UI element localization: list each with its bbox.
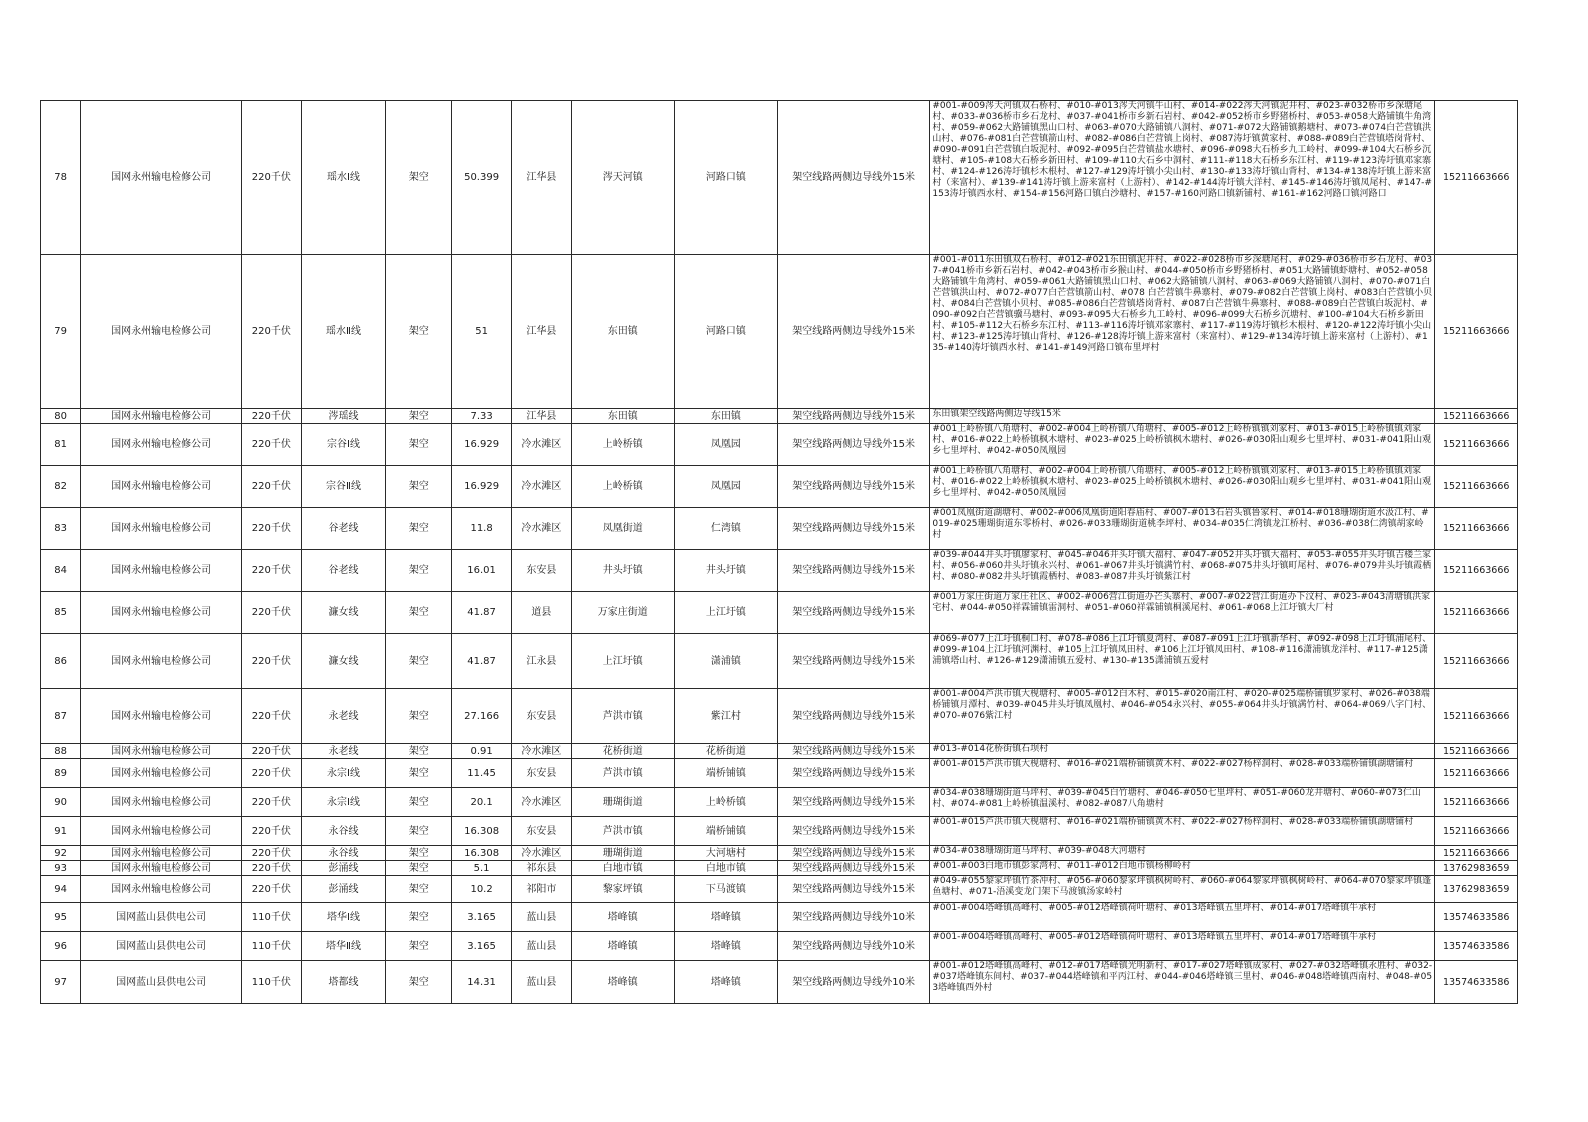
cell-voltage-level: 220千伏: [241, 592, 301, 634]
cell-protection-range: 架空线路两侧边导线外15米: [777, 689, 930, 744]
cell-row-number: 82: [41, 466, 81, 508]
cell-villages-passed: #001-#003白地市镇彭家湾村、#011-#012白地市镇杨柳岭村: [930, 861, 1435, 876]
cell-protection-range: 架空线路两侧边导线外15米: [777, 466, 930, 508]
cell-row-number: 86: [41, 634, 81, 689]
cell-villages-passed: #013-#014花桥街镇石坝村: [930, 744, 1435, 759]
cell-county: 蓝山县: [511, 903, 571, 932]
cell-company-name: 国网永州输电检修公司: [81, 424, 242, 466]
cell-end-town: 潇浦镇: [674, 634, 777, 689]
table-row: [41, 592, 1518, 634]
cell-line-length: 3.165: [452, 932, 512, 961]
cell-villages-passed: #039-#044井头圩镇廖家村、#045-#046井头圩镇大福村、#047-#052井头圩镇大福村、#053-#055井头圩镇吉楼兰家村、#056-#060井头圩镇永兴村、#061-#067井头圩镇满竹村、#068-#075井头圩镇町尾村、#076-#079井头圩镇霞栖村、#080-#082井头圩镇霞栖村、#083-#087井头圩镇紫江村: [930, 550, 1435, 592]
cell-voltage-level: 220千伏: [241, 424, 301, 466]
cell-line-name: 彭涌线: [301, 861, 386, 876]
cell-end-town: 塔峰镇: [674, 932, 777, 961]
cell-line-length: 14.31: [452, 961, 512, 1004]
cell-row-number: 84: [41, 550, 81, 592]
table-row: [41, 876, 1518, 903]
cell-county: 冷水滩区: [511, 744, 571, 759]
cell-voltage-level: 110千伏: [241, 961, 301, 1004]
cell-line-name: 塔华Ⅰ线: [301, 903, 386, 932]
cell-company-name: 国网永州输电检修公司: [81, 409, 242, 424]
table-row: [41, 424, 1518, 466]
cell-villages-passed: #034-#038珊瑚街道马坪村、#039-#045白竹塘村、#046-#050七里坪村、#051-#060龙井塘村、#060-#073仁山村、#074-#081上岭桥镇温溪村、#082-#087八角塘村: [930, 788, 1435, 817]
cell-line-name: 永谷线: [301, 817, 386, 846]
cell-line-length: 5.1: [452, 861, 512, 876]
cell-start-town: 上江圩镇: [571, 634, 674, 689]
cell-line-type: 架空: [386, 876, 452, 903]
cell-county: 祁阳市: [511, 876, 571, 903]
cell-end-town: 上江圩镇: [674, 592, 777, 634]
cell-company-name: 国网蓝山县供电公司: [81, 903, 242, 932]
table-row: [41, 817, 1518, 846]
table-row: [41, 466, 1518, 508]
cell-county: 蓝山县: [511, 961, 571, 1004]
cell-company-name: 国网蓝山县供电公司: [81, 961, 242, 1004]
cell-start-town: 上岭桥镇: [571, 424, 674, 466]
cell-contact-phone: 15211663666: [1435, 508, 1518, 550]
table-body: [41, 101, 1518, 1004]
cell-end-town: 河路口镇: [674, 255, 777, 409]
cell-start-town: 上岭桥镇: [571, 466, 674, 508]
cell-row-number: 90: [41, 788, 81, 817]
cell-company-name: 国网永州输电检修公司: [81, 788, 242, 817]
cell-line-name: 瑶水Ⅱ线: [301, 255, 386, 409]
cell-end-town: 花桥街道: [674, 744, 777, 759]
cell-line-length: 41.87: [452, 592, 512, 634]
cell-protection-range: 架空线路两侧边导线外10米: [777, 903, 930, 932]
cell-protection-range: 架空线路两侧边导线外15米: [777, 634, 930, 689]
cell-line-length: 10.2: [452, 876, 512, 903]
cell-contact-phone: 13762983659: [1435, 861, 1518, 876]
cell-line-length: 16.308: [452, 817, 512, 846]
cell-company-name: 国网蓝山县供电公司: [81, 932, 242, 961]
cell-end-town: 上岭桥镇: [674, 788, 777, 817]
cell-line-name: 永老线: [301, 689, 386, 744]
cell-line-type: 架空: [386, 101, 452, 255]
cell-protection-range: 架空线路两侧边导线外15米: [777, 759, 930, 788]
cell-line-name: 濂女线: [301, 592, 386, 634]
cell-row-number: 96: [41, 932, 81, 961]
table-row: [41, 634, 1518, 689]
cell-protection-range: 架空线路两侧边导线外15米: [777, 101, 930, 255]
cell-villages-passed: #001-#004塔峰镇高峰村、#005-#012塔峰镇荷叶塘村、#013塔峰镇五里坪村、#014-#017塔峰镇牛承村: [930, 903, 1435, 932]
cell-contact-phone: 13574633586: [1435, 932, 1518, 961]
cell-row-number: 97: [41, 961, 81, 1004]
cell-protection-range: 架空线路两侧边导线外15米: [777, 876, 930, 903]
cell-county: 冷水滩区: [511, 424, 571, 466]
cell-end-town: 白地市镇: [674, 861, 777, 876]
cell-company-name: 国网永州输电检修公司: [81, 466, 242, 508]
cell-contact-phone: 15211663666: [1435, 846, 1518, 861]
cell-villages-passed: #034-#038珊瑚街道马坪村、#039-#048大河塘村: [930, 846, 1435, 861]
cell-start-town: 东田镇: [571, 409, 674, 424]
cell-company-name: 国网永州输电检修公司: [81, 861, 242, 876]
table-row: [41, 846, 1518, 861]
cell-line-length: 3.165: [452, 903, 512, 932]
cell-line-length: 11.8: [452, 508, 512, 550]
cell-line-type: 架空: [386, 689, 452, 744]
cell-protection-range: 架空线路两侧边导线外15米: [777, 817, 930, 846]
cell-voltage-level: 220千伏: [241, 689, 301, 744]
cell-start-town: 塔峰镇: [571, 932, 674, 961]
cell-start-town: 凤凰街道: [571, 508, 674, 550]
cell-company-name: 国网永州输电检修公司: [81, 876, 242, 903]
cell-end-town: 东田镇: [674, 409, 777, 424]
cell-line-type: 架空: [386, 508, 452, 550]
cell-line-type: 架空: [386, 817, 452, 846]
cell-voltage-level: 220千伏: [241, 759, 301, 788]
cell-voltage-level: 220千伏: [241, 466, 301, 508]
cell-county: 冷水滩区: [511, 508, 571, 550]
cell-line-length: 16.929: [452, 466, 512, 508]
cell-voltage-level: 220千伏: [241, 846, 301, 861]
cell-protection-range: 架空线路两侧边导线外15米: [777, 550, 930, 592]
cell-company-name: 国网永州输电检修公司: [81, 759, 242, 788]
cell-contact-phone: 15211663666: [1435, 592, 1518, 634]
cell-contact-phone: 15211663666: [1435, 744, 1518, 759]
cell-start-town: 万家庄街道: [571, 592, 674, 634]
cell-row-number: 79: [41, 255, 81, 409]
cell-company-name: 国网永州输电检修公司: [81, 592, 242, 634]
cell-end-town: 塔峰镇: [674, 961, 777, 1004]
cell-voltage-level: 220千伏: [241, 876, 301, 903]
cell-row-number: 78: [41, 101, 81, 255]
cell-line-type: 架空: [386, 961, 452, 1004]
cell-villages-passed: #069-#077上江圩镇桐口村、#078-#086上江圩镇夏湾村、#087-#091上江圩镇新华村、#092-#098上江圩镇浦尾村、#099-#104上江圩镇河渊村、#105上江圩镇凤田村、#106上江圩镇凤田村、#108-#116潇浦镇龙洋村、#117-#125潇浦镇塔山村、#126-#129潇浦镇五爱村、#130-#135潇浦镇五爱村: [930, 634, 1435, 689]
table-row: [41, 961, 1518, 1004]
cell-row-number: 93: [41, 861, 81, 876]
cell-villages-passed: #001-#004塔峰镇高峰村、#005-#012塔峰镇荷叶塘村、#013塔峰镇五里坪村、#014-#017塔峰镇牛承村: [930, 932, 1435, 961]
cell-start-town: 花桥街道: [571, 744, 674, 759]
cell-line-name: 谷老线: [301, 550, 386, 592]
cell-contact-phone: 15211663666: [1435, 409, 1518, 424]
cell-villages-passed: #001-#015芦洪市镇大枧塘村、#016-#021端桥铺镇黄木村、#022-#027杨梓洞村、#028-#033端桥铺镇湖塘铺村: [930, 817, 1435, 846]
cell-line-name: 宗谷Ⅱ线: [301, 466, 386, 508]
cell-end-town: 凤凰园: [674, 466, 777, 508]
cell-line-name: 彭涌线: [301, 876, 386, 903]
cell-line-length: 7.33: [452, 409, 512, 424]
cell-row-number: 83: [41, 508, 81, 550]
cell-voltage-level: 220千伏: [241, 255, 301, 409]
cell-line-type: 架空: [386, 744, 452, 759]
cell-contact-phone: 15211663666: [1435, 817, 1518, 846]
cell-company-name: 国网永州输电检修公司: [81, 744, 242, 759]
cell-end-town: 大河塘村: [674, 846, 777, 861]
cell-start-town: 井头圩镇: [571, 550, 674, 592]
cell-villages-passed: #001-#015芦洪市镇大枧塘村、#016-#021端桥铺镇黄木村、#022-#027杨梓洞村、#028-#033端桥铺镇湖塘铺村: [930, 759, 1435, 788]
cell-start-town: 芦洪市镇: [571, 817, 674, 846]
cell-line-type: 架空: [386, 861, 452, 876]
cell-contact-phone: 15211663666: [1435, 466, 1518, 508]
cell-county: 冷水滩区: [511, 788, 571, 817]
cell-county: 祁东县: [511, 861, 571, 876]
cell-line-name: 塔都线: [301, 961, 386, 1004]
cell-county: 冷水滩区: [511, 846, 571, 861]
cell-start-town: 塔峰镇: [571, 961, 674, 1004]
cell-row-number: 94: [41, 876, 81, 903]
cell-contact-phone: 13574633586: [1435, 961, 1518, 1004]
cell-start-town: 芦洪市镇: [571, 689, 674, 744]
cell-villages-passed: #001上岭桥镇八角塘村、#002-#004上岭桥镇八角塘村、#005-#012上岭桥镇镇刘家村、#013-#015上岭桥镇镇刘家村、#016-#022上岭桥镇枫木塘村、#023-#025上岭桥镇枫木塘村、#026-#030阳山观乡七里坪村、#031-#041阳山观乡七里坪村、#042-#050凤凰园: [930, 466, 1435, 508]
cell-line-type: 架空: [386, 634, 452, 689]
cell-county: 冷水滩区: [511, 466, 571, 508]
table-row: [41, 903, 1518, 932]
cell-line-length: 51: [452, 255, 512, 409]
cell-protection-range: 架空线路两侧边导线外10米: [777, 961, 930, 1004]
cell-protection-range: 架空线路两侧边导线外10米: [777, 932, 930, 961]
cell-county: 江华县: [511, 409, 571, 424]
cell-line-name: 永宗Ⅰ线: [301, 759, 386, 788]
cell-contact-phone: 13762983659: [1435, 876, 1518, 903]
table-row: [41, 409, 1518, 424]
cell-contact-phone: 15211663666: [1435, 101, 1518, 255]
cell-voltage-level: 220千伏: [241, 861, 301, 876]
cell-line-type: 架空: [386, 424, 452, 466]
cell-row-number: 85: [41, 592, 81, 634]
cell-protection-range: 架空线路两侧边导线外15米: [777, 744, 930, 759]
cell-contact-phone: 15211663666: [1435, 255, 1518, 409]
cell-company-name: 国网永州输电检修公司: [81, 550, 242, 592]
cell-end-town: 塔峰镇: [674, 903, 777, 932]
cell-county: 东安县: [511, 817, 571, 846]
cell-end-town: 仁湾镇: [674, 508, 777, 550]
cell-company-name: 国网永州输电检修公司: [81, 817, 242, 846]
cell-line-name: 濂女线: [301, 634, 386, 689]
cell-line-length: 16.929: [452, 424, 512, 466]
cell-end-town: 紫江村: [674, 689, 777, 744]
cell-county: 江永县: [511, 634, 571, 689]
cell-villages-passed: #001-#011东田镇双石桥村、#012-#021东田镇泥井村、#022-#028桥市乡深塘尾村、#029-#036桥市乡石龙村、#037-#041桥市乡新石岩村、#042-#043桥市乡猴山村、#044-#050桥市乡野猪桥村、#051大路铺镇虾塘村、#052-#058大路铺镇牛角湾村、#059-#061大路铺镇黑山口村、#062大路铺镇八洞村、#063-#069大路铺镇八洞村、#070-#071白芒营镇洪山村、#072-#077白芒营镇箭山村、#078 白芒营镇牛鼻寨村、#079-#082白芒营镇上岗村、#083白芒营镇小贝村、#084白芒营镇小贝村、#085-#086白芒营镇塔岗背村、#087白芒营镇牛鼻寨村、#088-#089白芒营镇白坂泥村、#090-#092白芒营镇骥马塘村、#093-#095大石桥乡九工岭村、#096-#099大石桥乡沉塘村、#100-#104大石桥乡新田村、#105-#112大石桥乡东江村、#113-#116涛圩镇邓家寨村、#117-#119涛圩镇杉木根村、#120-#122涛圩镇小尖山村、#123-#125涛圩镇山背村、#126-#128涛圩镇上游来富村（来富村）、#129-#134涛圩镇上游来富村（上游村）、#135-#140涛圩镇西水村、#141-#149河路口镇布里坪村: [930, 255, 1435, 409]
cell-villages-passed: #001-#012塔峰镇高峰村、#012-#017塔峰镇光明新村、#017-#027塔峰镇成家村、#027-#032塔峰镇永胜村、#032-#037塔峰镇东间村、#037-#044塔峰镇和平丙江村、#044-#046塔峰镇三里村、#046-#048塔峰镇西南村、#048-#053塔峰镇西外村: [930, 961, 1435, 1004]
cell-voltage-level: 220千伏: [241, 508, 301, 550]
cell-voltage-level: 220千伏: [241, 550, 301, 592]
cell-end-town: 端桥铺镇: [674, 817, 777, 846]
cell-line-length: 27.166: [452, 689, 512, 744]
cell-contact-phone: 15211663666: [1435, 424, 1518, 466]
table-row: [41, 508, 1518, 550]
cell-villages-passed: #001凤凰街道湖塘村、#002-#006凤凰街道阳春庙村、#007-#013石岩头镇鲁家村、#014-#018珊瑚街道水汲江村、#019-#025珊瑚街道东零桥村、#026-#033珊瑚街道桃李坪村、#034-#035仁湾镇龙江桥村、#036-#038仁湾镇胡家岭村: [930, 508, 1435, 550]
cell-line-name: 永老线: [301, 744, 386, 759]
cell-line-type: 架空: [386, 759, 452, 788]
cell-protection-range: 架空线路两侧边导线外15米: [777, 255, 930, 409]
cell-protection-range: 架空线路两侧边导线外15米: [777, 424, 930, 466]
cell-row-number: 89: [41, 759, 81, 788]
table-row: [41, 932, 1518, 961]
cell-line-name: 涔瑶线: [301, 409, 386, 424]
cell-end-town: 下马渡镇: [674, 876, 777, 903]
cell-protection-range: 架空线路两侧边导线外15米: [777, 409, 930, 424]
cell-end-town: 河路口镇: [674, 101, 777, 255]
cell-protection-range: 架空线路两侧边导线外15米: [777, 592, 930, 634]
cell-protection-range: 架空线路两侧边导线外15米: [777, 846, 930, 861]
cell-line-name: 永谷线: [301, 846, 386, 861]
cell-villages-passed: #001-#009涔天河镇双石桥村、#010-#013涔天河镇牛山村、#014-#022涔天河镇泥井村、#023-#032桥市乡深塘尾村、#033-#036桥市乡石龙村、#037-#041桥市乡新石岩村、#042-#052桥市乡野猪桥村、#053-#058大路铺镇牛角湾村、#059-#062大路铺镇黑山口村、#063-#070大路铺镇八洞村、#071-#072大路铺镇鹅塘村、#073-#074白芒营镇洪山村、#076-#081白芒营镇箭山村、#082-#086白芒营镇上岗村、#087涛圩镇黄家村、#088-#089白芒营镇塔岗背村、#090-#091白芒营镇白坂泥村、#092-#095白芒营镇盐水塘村、#096-#098大石桥乡九工岭村、#099-#104大石桥乡沉塘村、#105-#108大石桥乡新田村、#109-#110大石乡中洞村、#111-#118大石桥乡东江村、#119-#123涛圩镇邓家寨村、#124-#126涛圩镇杉木根村、#127-#129涛圩镇小尖山村、#130-#133涛圩镇山背村、#134-#138涛圩镇上游来富村（来富村）、#139-#141涛圩镇上游来富村（上游村）、#142-#144涛圩镇大洋村、#145-#146涛圩镇凤尾村、#147-#153涛圩镇西水村、#154-#156河路口镇白沙塘村、#157-#160河路口镇新铺村、#161-#162河路口镇河路口: [930, 101, 1435, 255]
cell-line-type: 架空: [386, 466, 452, 508]
cell-line-type: 架空: [386, 592, 452, 634]
cell-contact-phone: 15211663666: [1435, 550, 1518, 592]
cell-county: 江华县: [511, 255, 571, 409]
cell-county: 东安县: [511, 689, 571, 744]
cell-line-type: 架空: [386, 846, 452, 861]
cell-start-town: 芦洪市镇: [571, 759, 674, 788]
cell-start-town: 涔天河镇: [571, 101, 674, 255]
cell-company-name: 国网永州输电检修公司: [81, 255, 242, 409]
cell-voltage-level: 220千伏: [241, 788, 301, 817]
cell-line-name: 塔华Ⅱ线: [301, 932, 386, 961]
cell-line-type: 架空: [386, 255, 452, 409]
cell-county: 东安县: [511, 759, 571, 788]
line-protection-table: [40, 100, 1518, 1004]
cell-county: 东安县: [511, 550, 571, 592]
cell-line-length: 11.45: [452, 759, 512, 788]
cell-voltage-level: 220千伏: [241, 634, 301, 689]
cell-line-type: 架空: [386, 932, 452, 961]
table-row: [41, 788, 1518, 817]
cell-line-name: 瑶水Ⅰ线: [301, 101, 386, 255]
table-row: [41, 255, 1518, 409]
cell-line-name: 谷老线: [301, 508, 386, 550]
cell-start-town: 珊瑚街道: [571, 846, 674, 861]
cell-line-type: 架空: [386, 409, 452, 424]
cell-villages-passed: #001-#004芦洪市镇大枧塘村、#005-#012白木村、#015-#020南江村、#020-#025端桥铺镇罗家村、#026-#038端桥铺镇月潭村、#039-#045井头圩镇凤凰村、#046-#054永兴村、#055-#064井头圩镇满竹村、#064-#069八字门村、#070-#076紫江村: [930, 689, 1435, 744]
cell-start-town: 珊瑚街道: [571, 788, 674, 817]
cell-row-number: 88: [41, 744, 81, 759]
cell-line-length: 0.91: [452, 744, 512, 759]
cell-line-length: 16.308: [452, 846, 512, 861]
cell-villages-passed: #001万家庄街道万家庄社区、#002-#006营江街道办芒头寨村、#007-#022营江街道办下汶村、#023-#043清塘镇洪家宅村、#044-#050祥霖铺镇雷洞村、#051-#060祥霖铺镇桐溪尾村、#061-#068上江圩镇大厂村: [930, 592, 1435, 634]
cell-villages-passed: 东田镇架空线路两侧边导线15米: [930, 409, 1435, 424]
table-row: [41, 744, 1518, 759]
cell-voltage-level: 220千伏: [241, 101, 301, 255]
cell-end-town: 端桥铺镇: [674, 759, 777, 788]
cell-county: 道县: [511, 592, 571, 634]
cell-start-town: 白地市镇: [571, 861, 674, 876]
cell-company-name: 国网永州输电检修公司: [81, 508, 242, 550]
cell-voltage-level: 110千伏: [241, 903, 301, 932]
cell-line-type: 架空: [386, 903, 452, 932]
cell-line-length: 50.399: [452, 101, 512, 255]
cell-voltage-level: 220千伏: [241, 409, 301, 424]
cell-row-number: 80: [41, 409, 81, 424]
cell-county: 蓝山县: [511, 932, 571, 961]
cell-start-town: 塔峰镇: [571, 903, 674, 932]
cell-end-town: 凤凰园: [674, 424, 777, 466]
cell-end-town: 井头圩镇: [674, 550, 777, 592]
cell-start-town: 东田镇: [571, 255, 674, 409]
cell-protection-range: 架空线路两侧边导线外15米: [777, 861, 930, 876]
cell-line-length: 16.01: [452, 550, 512, 592]
cell-villages-passed: #049-#055黎家坪镇竹茶冲村、#056-#060黎家坪镇枫树岭村、#060-#064黎家坪镇枫树岭村、#064-#070黎家坪镇蓬鱼塘村、#071-浯溪变龙门架下马渡镇汤家岭村: [930, 876, 1435, 903]
table-row: [41, 101, 1518, 255]
cell-line-type: 架空: [386, 550, 452, 592]
cell-voltage-level: 220千伏: [241, 817, 301, 846]
cell-line-type: 架空: [386, 788, 452, 817]
cell-row-number: 87: [41, 689, 81, 744]
cell-villages-passed: #001上岭桥镇八角塘村、#002-#004上岭桥镇八角塘村、#005-#012上岭桥镇镇刘家村、#013-#015上岭桥镇镇刘家村、#016-#022上岭桥镇枫木塘村、#023-#025上岭桥镇枫木塘村、#026-#030阳山观乡七里坪村、#031-#041阳山观乡七里坪村、#042-#050凤凰园: [930, 424, 1435, 466]
cell-contact-phone: 15211663666: [1435, 634, 1518, 689]
cell-contact-phone: 15211663666: [1435, 788, 1518, 817]
table-row: [41, 550, 1518, 592]
cell-line-length: 20.1: [452, 788, 512, 817]
table-row: [41, 689, 1518, 744]
cell-protection-range: 架空线路两侧边导线外15米: [777, 788, 930, 817]
cell-row-number: 92: [41, 846, 81, 861]
cell-voltage-level: 220千伏: [241, 744, 301, 759]
table-row: [41, 861, 1518, 876]
cell-company-name: 国网永州输电检修公司: [81, 101, 242, 255]
cell-company-name: 国网永州输电检修公司: [81, 846, 242, 861]
cell-start-town: 黎家坪镇: [571, 876, 674, 903]
cell-company-name: 国网永州输电检修公司: [81, 689, 242, 744]
cell-contact-phone: 13574633586: [1435, 903, 1518, 932]
cell-voltage-level: 110千伏: [241, 932, 301, 961]
cell-line-name: 宗谷Ⅰ线: [301, 424, 386, 466]
cell-row-number: 81: [41, 424, 81, 466]
table-row: [41, 759, 1518, 788]
cell-contact-phone: 15211663666: [1435, 689, 1518, 744]
cell-row-number: 91: [41, 817, 81, 846]
cell-line-name: 永宗Ⅰ线: [301, 788, 386, 817]
cell-company-name: 国网永州输电检修公司: [81, 634, 242, 689]
cell-line-length: 41.87: [452, 634, 512, 689]
cell-county: 江华县: [511, 101, 571, 255]
cell-contact-phone: 15211663666: [1435, 759, 1518, 788]
cell-protection-range: 架空线路两侧边导线外15米: [777, 508, 930, 550]
cell-row-number: 95: [41, 903, 81, 932]
